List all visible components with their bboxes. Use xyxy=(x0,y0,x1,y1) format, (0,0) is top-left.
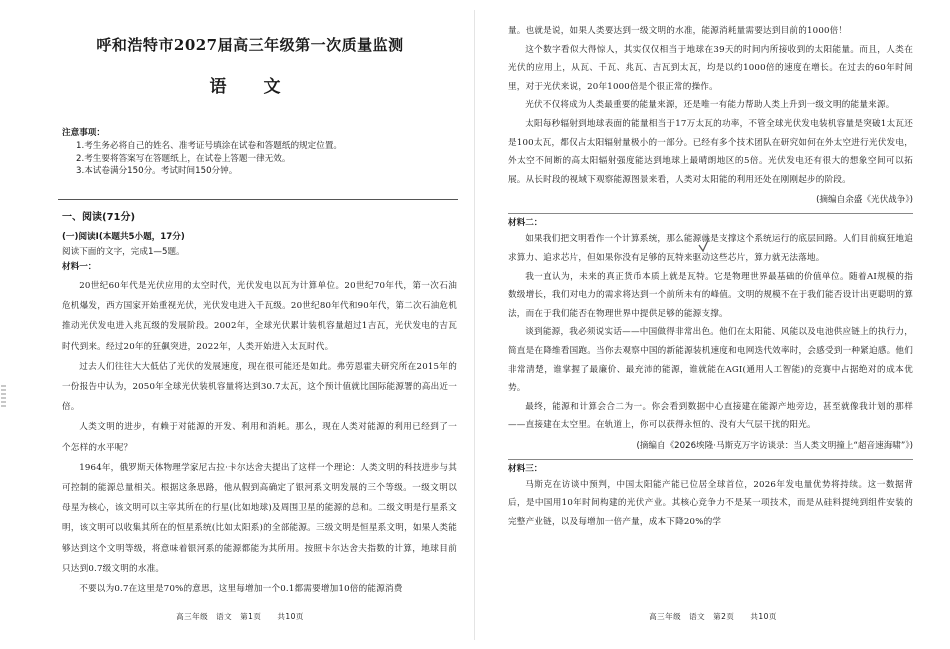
source-citation: (摘编自《2026埃隆·马斯克万字访谈录：当人类文明撞上“超音速海啸”》) xyxy=(636,440,913,451)
page-footer: 高三年级 语文 第1页 共10页 xyxy=(176,612,304,621)
notice-item: 3.本试卷满分150分。考试时间150分钟。 xyxy=(76,166,238,177)
material2-label: 材料二： xyxy=(508,218,543,229)
body-paragraph: 过去人们往往大大低估了光伏的发展速度，现在很可能还是如此。弗劳恩霍夫研究所在2015年的一份报告中认为，2050年全球光伏装机容量将达到30.7太瓦，这个预计值就比国际能源署的高出近一倍。 xyxy=(62,361,457,413)
body-paragraph: 马斯克在访谈中预判，中国太阳能产能已位居全球首位，2026年发电量优势将持续。这一数据背后，是中国用10年时间构建的光伏产业。其核心竞争力不是某一项技术，而是从硅料提纯到组件安装的完整产业链，以及每增加一倍产量，成本下降20%的学 xyxy=(508,479,913,528)
body-paragraph: 量。也就是说，如果人类要达到一级文明的水准，能源消耗量需要达到目前的1000倍！ xyxy=(508,26,848,36)
material1-label: 材料一： xyxy=(62,262,97,272)
reading-section xyxy=(62,208,457,599)
material-rule xyxy=(508,213,913,214)
body-paragraph: 光伏不仅将成为人类最重要的能量来源，还是唯一有能力帮助人类上升到一级文明的能量来源。 xyxy=(525,100,895,111)
right-page xyxy=(475,0,950,649)
body-paragraph: 1964年，俄罗斯天体物理学家尼古拉·卡尔达舍夫提出了这样一个理论：人类文明的科技进步与其可控制的能源总量相关。根据这条思路，他从假到高确定了银河系文明发展的三个等级。一级文明以母星为核心，该文明可以主宰其所在的行星(比如地球)及周围卫星的能源的总和。二级文明是行星系文明，该文明可以收集其所在的恒星系统(比如太阳系)的全部能源。三级文明是恒星系文明，如果人类能够达到这个文明等级，将意味着银河系的能源都能为其所用。按照卡尔达舍夫指数的计算，地球目前只达到0.7级文明的水准。 xyxy=(62,462,457,574)
handwritten-check-mark xyxy=(697,236,711,254)
notice-box xyxy=(62,127,457,178)
notice-item: 2.考生要将答案写在答题纸上，在试卷上答题一律无效。 xyxy=(76,153,291,164)
exam-title: 呼和浩特市2027届高三年级第一次质量监测 xyxy=(96,36,404,54)
body-paragraph: 谈到能源，我必须说实话——中国做得非常出色。他们在太阳能、风能以及电池供应链上的执行力，简直是在降维看国跑。当你去观察中国的新能源装机速度和电网迭代效率时，会感受到一种紧迫感。他们非常清楚，谁掌握了最廉价、最充沛的能源，谁就能在AGI(通用人工智能)的竞赛中占据绝对的成本优势。 xyxy=(508,327,913,394)
body-paragraph: 如果我们把文明看作一个计算系统，那么能源就是支撑这个系统运行的底层回路。人们目前疯狂地追求算力、追求芯片，但如果你没有足够的瓦特来驱动这些芯片，算力就无法落地。 xyxy=(508,234,913,263)
body-paragraph: 太阳每秒辐射到地球表面的能量相当于17万太瓦的功率，不管全球光伏发电装机容量是突破1太瓦还是100太瓦，都仅占太阳辐射量极小的一部分。已经有多个技术团队在研究如何在外太空进行光伏发电，外太空不间断的高太阳辐射强度能达到地球上最晴朗地区的5倍。光伏发电还有很大的想象空间可以拓展。从长时段的视域下观察能源图景来看，人类对太阳能的利用还处在刚刚起步的阶段。 xyxy=(508,118,913,185)
subject-title: 语 文 xyxy=(209,77,291,97)
body-paragraph: 这个数字看似大得惊人，其实仅仅相当于地球在39天的时间内所接收到的太阳能量。而且，人类在光伏的应用上，从瓦、千瓦、兆瓦、吉瓦到太瓦，均是以约1000倍的速度在增长。在过去的60年时间里，对于光伏来说，20年1000倍是个很正常的操作。 xyxy=(508,44,913,92)
body-paragraph: 最终，能源和计算会合二为一。你会看到数据中心直接建在能源产地旁边，甚至就像我计划的那样——直接建在太空里。在轨道上，你可以获得永恒的、没有大气层干扰的阳光。 xyxy=(508,401,913,431)
body-paragraph: 不要以为0.7在这里是70%的意思，这里每增加一个0.1都需要增加10倍的能源消费 xyxy=(79,584,403,595)
body-paragraph: 20世纪60年代是光伏应用的太空时代，光伏发电以瓦为计算单位。20世纪70年代，第一次石油危机爆发，西方国家开始重视光伏，光伏发电进入千瓦级。20世纪80年代和90年代，第二次石油危机推动光伏发电进入兆瓦级的发展阶段。2002年，全球光伏累计装机容量超过1吉瓦，光伏发电的吉瓦时代到来。经过20年的狂飙突进，2022年，人类开始进入太瓦时代。 xyxy=(62,281,457,352)
material-rule xyxy=(508,459,913,460)
subsection-title: (一)阅读Ⅰ(本题共5小题，17分) xyxy=(62,232,185,242)
section-rule xyxy=(58,199,458,200)
body-paragraph: 人类文明的进步，有赖于对能源的开发、利用和消耗。那么，现在人类对能源的利用已经到了一个怎样的水平呢？ xyxy=(62,422,457,453)
material3-label: 材料三： xyxy=(508,463,543,474)
instruction-text: 阅读下面的文字，完成1—5题。 xyxy=(62,247,185,257)
notice-item: 1.考生务必将自己的姓名、准考证号填涂在试卷和答题纸的规定位置。 xyxy=(76,140,343,151)
source-citation: (摘编自余盛《光伏战争》) xyxy=(816,195,913,206)
material1-continued xyxy=(508,22,913,532)
page-footer: 高三年级 语文 第2页 共10页 xyxy=(649,612,777,621)
section-title: 一、阅读(71分) xyxy=(62,212,136,223)
notice-heading: 注意事项： xyxy=(62,128,105,138)
body-paragraph: 我一直认为，未来的真正货币本质上就是瓦特。它是物理世界最基础的价值单位。随着AI规模的指数级增长，我们对电力的需求将达到一个前所未有的峰值。文明的规模不在于我们能否设计出更聪明的算法，而在于我们能否在物理世界中提供足够的能源支撑。 xyxy=(508,271,913,319)
